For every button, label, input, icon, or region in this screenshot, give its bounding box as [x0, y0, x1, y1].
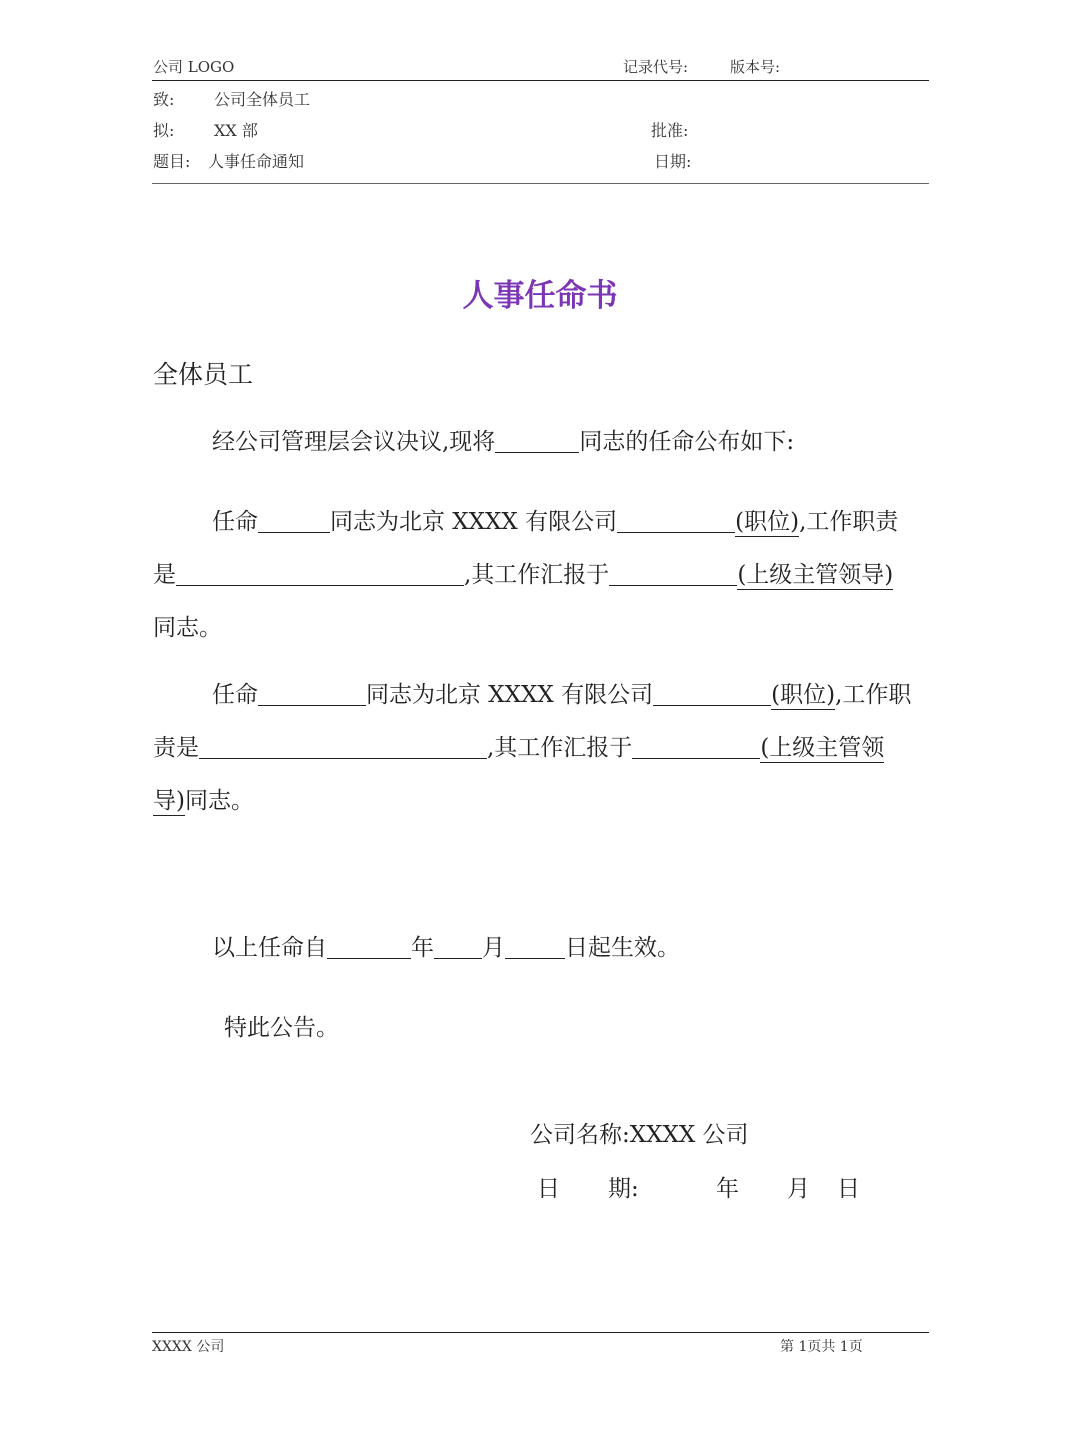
duty-blank[interactable] — [199, 734, 487, 759]
duty-text: ,工作职 — [835, 682, 912, 708]
duty-prefix: 是 — [153, 562, 176, 588]
draft-label: 拟: — [153, 121, 175, 140]
footer-rule — [152, 1332, 929, 1333]
sign-month-text: 月 — [787, 1176, 810, 1202]
duty-prefix: 责是 — [153, 735, 199, 761]
position-blank[interactable] — [653, 681, 771, 706]
appointee-blank[interactable] — [258, 508, 330, 533]
company-name-line: 公司名称:XXXX 公司 — [530, 1122, 749, 1148]
name-blank[interactable] — [495, 428, 579, 453]
appointment-1-line-1 — [212, 503, 898, 536]
company-text: 同志为北京 XXXX 有限公司 — [330, 509, 618, 535]
effective-line — [212, 929, 680, 962]
appoint-prefix: 任命 — [212, 682, 258, 708]
supervisor-hint: (上级主管领 — [760, 735, 885, 761]
duty-blank[interactable] — [176, 561, 464, 586]
footer-company: XXXX 公司 — [152, 1339, 225, 1355]
company-logo-text: 公司 LOGO — [153, 58, 235, 76]
subject-value: 人事任命通知 — [208, 152, 305, 171]
comrade-text: 同志。 — [184, 788, 254, 814]
announce-text: 特此公告。 — [224, 1015, 339, 1041]
position-hint: (职位) — [771, 682, 836, 708]
appointee-blank[interactable] — [258, 681, 366, 706]
version-label: 版本号: — [730, 58, 781, 76]
document-title: 人事任命书 — [462, 278, 618, 314]
meta-rule — [152, 183, 929, 184]
approve-label: 批准: — [651, 121, 689, 140]
to-value: 公司全体员工 — [214, 90, 311, 109]
appointment-2-line-2 — [153, 729, 884, 762]
duty-text: ,工作职责 — [799, 509, 899, 535]
sign-date-day-label: 日 — [537, 1176, 560, 1202]
year-blank[interactable] — [327, 934, 411, 959]
salutation: 全体员工 — [153, 360, 254, 389]
appointment-1-line-3: 同志。 — [153, 615, 222, 641]
appointment-2-line-3 — [153, 782, 254, 815]
report-text: ,其工作汇报于 — [464, 562, 610, 588]
month-text: 月 — [482, 935, 505, 961]
to-label: 致: — [153, 90, 175, 109]
supervisor-blank[interactable] — [632, 734, 760, 759]
appoint-prefix: 任命 — [212, 509, 258, 535]
appointment-1-line-2 — [153, 556, 893, 589]
supervisor-hint: (上级主管领导) — [737, 562, 894, 588]
supervisor-blank[interactable] — [609, 561, 737, 586]
sign-day-text: 日 — [837, 1176, 860, 1202]
report-text: ,其工作汇报于 — [487, 735, 633, 761]
subject-label: 题目: — [153, 152, 191, 171]
appointment-2-line-1 — [212, 676, 911, 709]
sign-year-text: 年 — [716, 1176, 739, 1202]
date-label: 日期: — [654, 152, 692, 171]
record-code-label: 记录代号: — [623, 58, 689, 76]
sign-date-label: 期: — [608, 1176, 639, 1202]
month-blank[interactable] — [434, 934, 482, 959]
year-text: 年 — [411, 935, 434, 961]
intro-before: 经公司管理层会议决议,现将 — [212, 429, 496, 455]
effective-suffix: 日起生效。 — [565, 935, 680, 961]
draft-value: XX 部 — [214, 121, 258, 140]
footer-page: 第 1页共 1页 — [780, 1339, 863, 1355]
intro-after: 同志的任命公布如下: — [579, 429, 795, 455]
day-blank[interactable] — [505, 934, 565, 959]
header-rule — [152, 80, 929, 81]
company-text: 同志为北京 XXXX 有限公司 — [366, 682, 654, 708]
intro-line — [212, 423, 794, 456]
effective-prefix: 以上任命自 — [212, 935, 327, 961]
position-blank[interactable] — [617, 508, 735, 533]
position-hint: (职位) — [735, 509, 800, 535]
supervisor-hint-cont: 导) — [153, 788, 185, 814]
